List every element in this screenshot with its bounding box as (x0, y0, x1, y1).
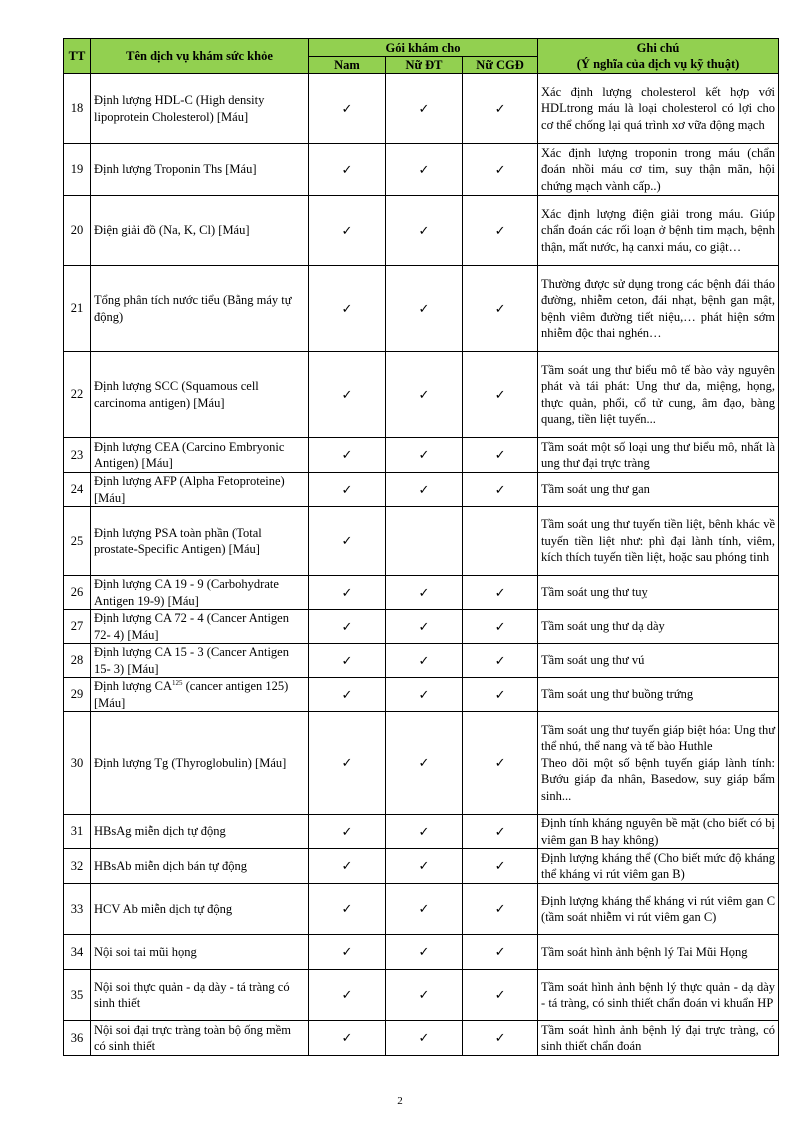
check-male: ✓ (309, 507, 386, 576)
check-male: ✓ (309, 610, 386, 644)
row-number: 31 (64, 815, 91, 849)
service-note: Tầm soát ung thư gan (538, 473, 779, 507)
check-male: ✓ (309, 712, 386, 815)
check-male: ✓ (309, 970, 386, 1021)
check-female-married: ✓ (463, 610, 538, 644)
row-number: 24 (64, 473, 91, 507)
check-male: ✓ (309, 144, 386, 196)
check-female-married (463, 507, 538, 576)
table-row (64, 352, 779, 438)
check-female-single: ✓ (386, 352, 463, 438)
row-number: 28 (64, 644, 91, 678)
table-row (64, 970, 779, 1021)
service-name: Định lượng HDL-C (High density lipoprotein Cholesterol) [Máu] (91, 74, 309, 144)
table-row (64, 1021, 779, 1056)
service-note: Thường được sử dụng trong các bệnh đái tháo đường, nhiễm ceton, đái nhạt, bệnh gan mật, bệnh viêm đường tiết niệu,… phát hiện sớm nhiễm độc thai nghén… (538, 266, 779, 352)
service-note: Tầm soát ung thư tuỵ (538, 576, 779, 610)
service-name: Định lượng PSA toàn phần (Total prostate-Specific Antigen) [Máu] (91, 507, 309, 576)
row-number: 19 (64, 144, 91, 196)
row-number: 36 (64, 1021, 91, 1056)
service-name: Định lượng CEA (Carcino Embryonic Antigen) [Máu] (91, 438, 309, 473)
table-row (64, 712, 779, 815)
header-service: Tên dịch vụ khám sức khỏe (91, 39, 309, 74)
check-female-single: ✓ (386, 644, 463, 678)
service-note: Tầm soát ung thư tuyến tiền liệt, bênh khác về tuyến tiền liệt như: phì đại lành tính, viêm, kích thích tuyến tiền liệt, hoặc sau phóng tinh (538, 507, 779, 576)
service-note: Tầm soát hình ảnh bệnh lý thực quản - dạ dày - tá tràng, có sinh thiết chẩn đoán vi khuẩn HP (538, 970, 779, 1021)
check-female-single: ✓ (386, 438, 463, 473)
check-male: ✓ (309, 352, 386, 438)
table-row (64, 473, 779, 507)
table-row (64, 815, 779, 849)
check-male: ✓ (309, 1021, 386, 1056)
check-female-single: ✓ (386, 196, 463, 266)
check-female-single: ✓ (386, 266, 463, 352)
check-male: ✓ (309, 935, 386, 970)
service-name: Định lượng Troponin Ths [Máu] (91, 144, 309, 196)
table-row (64, 576, 779, 610)
health-services-table (63, 38, 779, 1056)
check-female-married: ✓ (463, 352, 538, 438)
header-note-title: Ghi chú (636, 41, 680, 55)
check-female-married: ✓ (463, 576, 538, 610)
check-female-single: ✓ (386, 970, 463, 1021)
service-name: Định lượng SCC (Squamous cell carcinoma antigen) [Máu] (91, 352, 309, 438)
check-female-single: ✓ (386, 678, 463, 712)
service-name: HBsAb miễn dịch bán tự động (91, 849, 309, 884)
service-name: HCV Ab miễn dịch tự động (91, 884, 309, 935)
check-male: ✓ (309, 196, 386, 266)
service-name: Nội soi thực quản - dạ dày - tá tràng có sinh thiết (91, 970, 309, 1021)
check-female-single: ✓ (386, 884, 463, 935)
check-male: ✓ (309, 884, 386, 935)
row-number: 32 (64, 849, 91, 884)
row-number: 35 (64, 970, 91, 1021)
check-female-married: ✓ (463, 1021, 538, 1056)
check-female-married: ✓ (463, 678, 538, 712)
check-female-single: ✓ (386, 849, 463, 884)
service-note: Tầm soát ung thư buồng trứng (538, 678, 779, 712)
row-number: 21 (64, 266, 91, 352)
check-male: ✓ (309, 849, 386, 884)
row-number: 34 (64, 935, 91, 970)
table-row (64, 678, 779, 712)
table-row (64, 644, 779, 678)
service-note-line: Tầm soát ung thư tuyến giáp biệt hóa: Ung thư thể nhú, thể nang và tế bào Huthle (541, 722, 776, 754)
service-name: Định lượng CA 72 - 4 (Cancer Antigen 72- 4) [Máu] (91, 610, 309, 644)
check-female-married: ✓ (463, 473, 538, 507)
row-number: 22 (64, 352, 91, 438)
check-female-single: ✓ (386, 74, 463, 144)
table-row (64, 74, 779, 144)
check-male: ✓ (309, 266, 386, 352)
service-note-line: Theo dõi một số bệnh tuyến giáp lành tính: Bướu giáp đa nhân, Basedow, suy giáp bẩm sinh... (541, 755, 776, 803)
service-note: Tầm soát hình ảnh bệnh lý đại trực tràng, có sinh thiết chẩn đoán (538, 1021, 779, 1056)
table-row (64, 849, 779, 884)
check-female-married: ✓ (463, 815, 538, 849)
table-row (64, 884, 779, 935)
service-name: Nội soi đại trực tràng toàn bộ ống mềm có sinh thiết (91, 1021, 309, 1056)
row-number: 25 (64, 507, 91, 576)
check-male: ✓ (309, 815, 386, 849)
service-name: HBsAg miễn dịch tự động (91, 815, 309, 849)
table-row (64, 438, 779, 473)
table-row (64, 144, 779, 196)
check-male: ✓ (309, 576, 386, 610)
check-female-married: ✓ (463, 970, 538, 1021)
check-female-single: ✓ (386, 1021, 463, 1056)
service-note: Tầm soát một số loại ung thư biểu mô, nhất là ung thư đại trực tràng (538, 438, 779, 473)
row-number: 33 (64, 884, 91, 935)
service-name (91, 678, 309, 712)
check-female-single: ✓ (386, 712, 463, 815)
service-note: Tầm soát ung thư vú (538, 644, 779, 678)
service-note: Định lượng kháng thể kháng vi rút viêm gan C (tầm soát nhiễm vi rút viêm gan C) (538, 884, 779, 935)
service-name-prefix: Định lượng CA (94, 679, 172, 693)
header-tt: TT (64, 39, 91, 74)
check-female-married: ✓ (463, 144, 538, 196)
header-female-married: Nữ CGĐ (463, 57, 538, 74)
service-name: Định lượng AFP (Alpha Fetoproteine) [Máu] (91, 473, 309, 507)
service-note: Xác định lượng cholesterol kết hợp với HDLtrong máu là loại cholesterol có lợi cho cơ thể chống lại quá trình xơ vữa động mạch (538, 74, 779, 144)
service-name-suffix: (cancer antigen 125) [Máu] (94, 679, 289, 710)
service-note: Định lượng kháng thể (Cho biết mức độ kháng thể kháng vi rút viêm gan B) (538, 849, 779, 884)
service-name: Định lượng CA 19 - 9 (Carbohydrate Antigen 19-9) [Máu] (91, 576, 309, 610)
table-row (64, 196, 779, 266)
service-name: Định lượng Tg (Thyroglobulin) [Máu] (91, 712, 309, 815)
check-female-single: ✓ (386, 576, 463, 610)
table-row (64, 507, 779, 576)
check-female-married: ✓ (463, 438, 538, 473)
service-note: Tầm soát ung thư biểu mô tế bào vảy nguyên phát và tái phát: Ung thư da, miệng, họng, thực quản, phổi, cổ tử cung, âm đạo, bàng quang, tiền liệt tuyến... (538, 352, 779, 438)
check-male: ✓ (309, 644, 386, 678)
row-number: 30 (64, 712, 91, 815)
check-male: ✓ (309, 678, 386, 712)
service-note: Xác định lượng điện giải trong máu. Giúp chẩn đoán các rối loạn ở bệnh tim mạch, bệnh thận, mất nước, hạ canxi máu, co giật… (538, 196, 779, 266)
service-note (538, 712, 779, 815)
header-female-single: Nữ ĐT (386, 57, 463, 74)
check-female-single: ✓ (386, 610, 463, 644)
service-note: Tầm soát hình ảnh bệnh lý Tai Mũi Họng (538, 935, 779, 970)
page-number: 2 (397, 1095, 403, 1107)
row-number: 20 (64, 196, 91, 266)
service-name: Tổng phân tích nước tiểu (Bằng máy tự động) (91, 266, 309, 352)
check-female-single: ✓ (386, 815, 463, 849)
service-name: Điện giải đồ (Na, K, Cl) [Máu] (91, 196, 309, 266)
check-female-married: ✓ (463, 884, 538, 935)
row-number: 26 (64, 576, 91, 610)
header-male: Nam (309, 57, 386, 74)
check-female-single: ✓ (386, 935, 463, 970)
check-female-single (386, 507, 463, 576)
check-female-married: ✓ (463, 196, 538, 266)
check-male: ✓ (309, 438, 386, 473)
header-note-subtitle: (Ý nghĩa của dịch vụ kỹ thuật) (576, 57, 740, 71)
service-note: Định tính kháng nguyên bề mặt (cho biết có bị viêm gan B hay không) (538, 815, 779, 849)
row-number: 29 (64, 678, 91, 712)
check-female-married: ✓ (463, 644, 538, 678)
check-male: ✓ (309, 74, 386, 144)
check-female-married: ✓ (463, 712, 538, 815)
service-name: Nội soi tai mũi họng (91, 935, 309, 970)
service-note: Xác định lượng troponin trong máu (chẩn đoán nhồi máu cơ tim, suy thận mãn, hội chứng mạch vành cấp..) (538, 144, 779, 196)
check-female-married: ✓ (463, 266, 538, 352)
check-female-married: ✓ (463, 935, 538, 970)
row-number: 23 (64, 438, 91, 473)
service-name: Định lượng CA 15 - 3 (Cancer Antigen 15- 3) [Máu] (91, 644, 309, 678)
check-female-married: ✓ (463, 849, 538, 884)
check-male: ✓ (309, 473, 386, 507)
check-female-single: ✓ (386, 144, 463, 196)
row-number: 18 (64, 74, 91, 144)
table-row (64, 610, 779, 644)
header-package: Gói khám cho (309, 39, 538, 57)
service-name-superscript: 125 (171, 678, 183, 687)
service-note: Tầm soát ung thư dạ dày (538, 610, 779, 644)
check-female-single: ✓ (386, 473, 463, 507)
row-number: 27 (64, 610, 91, 644)
table-row (64, 935, 779, 970)
header-note (538, 39, 779, 74)
check-female-married: ✓ (463, 74, 538, 144)
table-row (64, 266, 779, 352)
